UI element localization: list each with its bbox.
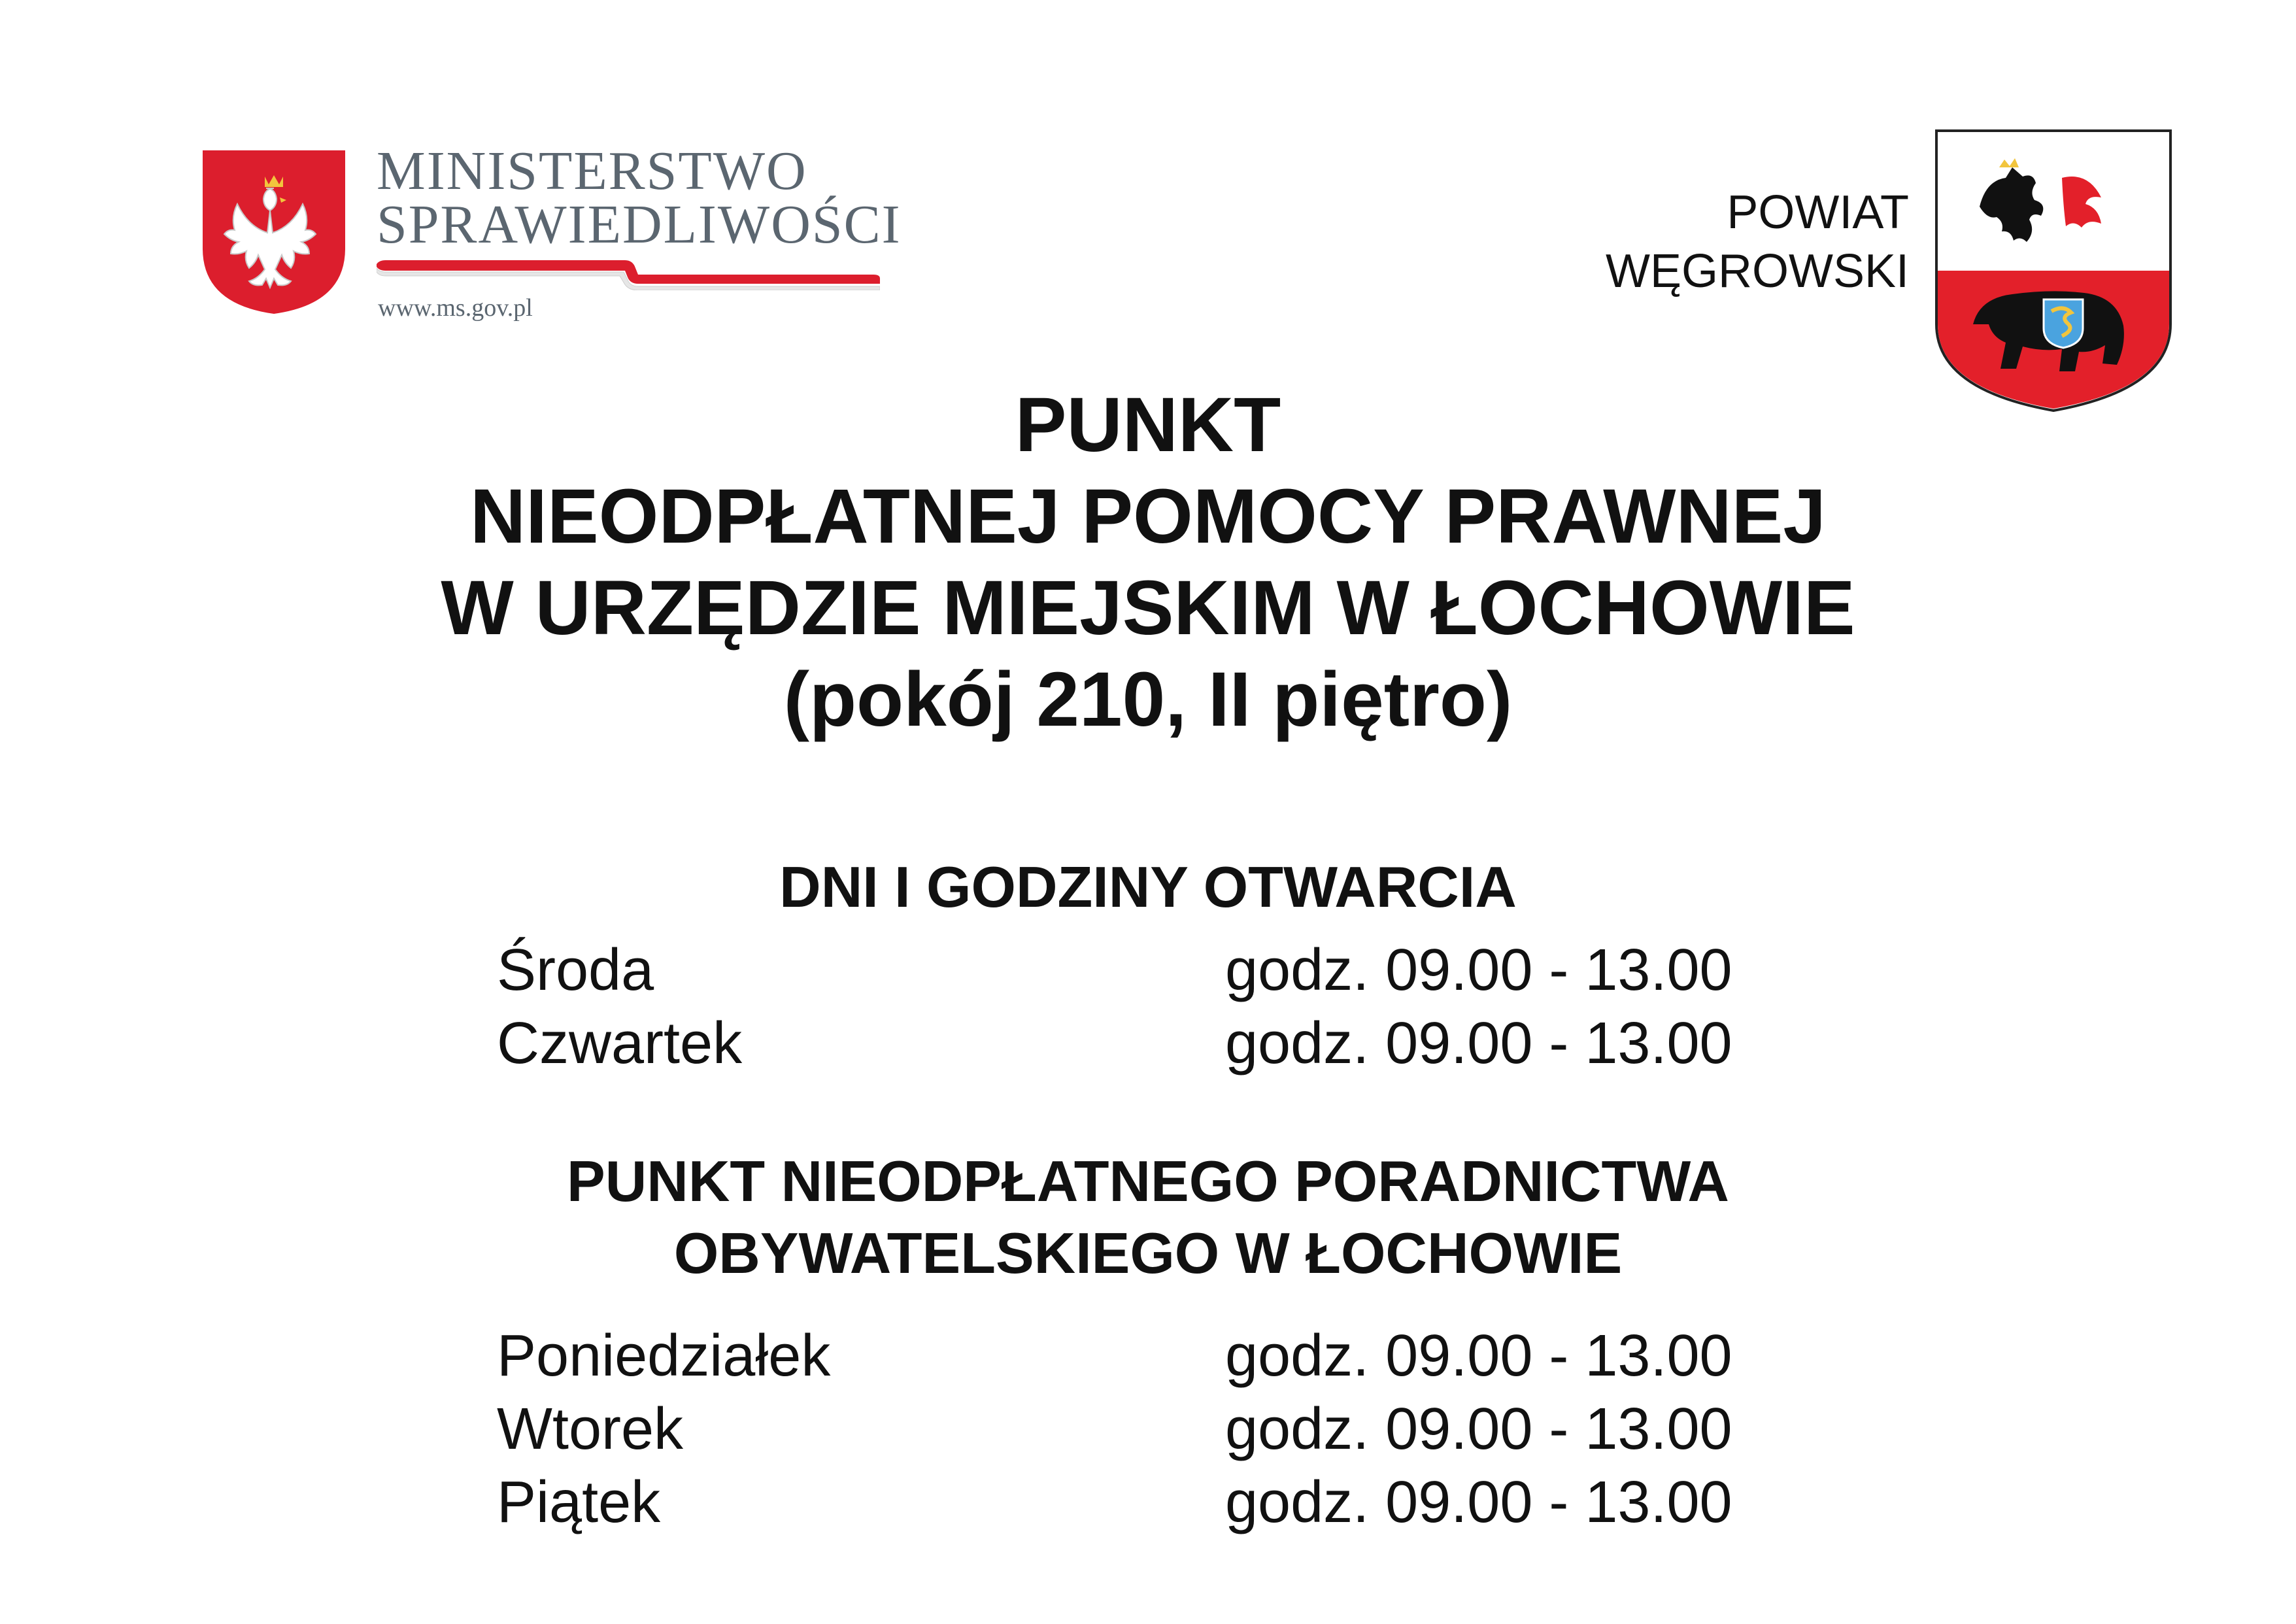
hours-schedule (497, 934, 1804, 1080)
title-line2: NIEODPŁATNEJ POMOCY PRAWNEJ (469, 473, 1827, 560)
schedule-row (497, 1007, 1804, 1080)
schedule-time: godz. 09.00 - 13.00 (1225, 1323, 1732, 1389)
page-title (0, 379, 2296, 745)
obywatelskie-section-title (0, 1145, 2296, 1289)
ministry-ribbon-icon (377, 260, 880, 290)
title-line3: W URZĘDZIE MIEJSKIM W ŁOCHOWIE (441, 565, 1855, 651)
obywatelskie-title-line2: OBYWATELSKIEGO W ŁOCHOWIE (673, 1221, 1623, 1285)
hours-section-title: DNI I GODZINY OTWARCIA (779, 854, 1517, 919)
ministry-name-line1: MINISTERSTWO (377, 141, 807, 201)
title-line1: PUNKT (1015, 382, 1281, 468)
schedule-day: Poniedziałek (497, 1323, 831, 1389)
title-line4: (pokój 210, II piętro) (783, 656, 1513, 743)
schedule-day: Czwartek (497, 1011, 743, 1076)
schedule-day: Piątek (497, 1470, 661, 1535)
schedule-day: Wtorek (497, 1396, 684, 1462)
schedule-day: Środa (497, 938, 654, 1003)
powiat-name (1606, 183, 1909, 301)
schedule-time: godz. 09.00 - 13.00 (1225, 938, 1732, 1003)
schedule-row (497, 1393, 1804, 1466)
ministry-name-line2: SPRAWIEDLIWOŚCI (377, 194, 902, 255)
obywatelskie-schedule (497, 1319, 1804, 1539)
schedule-time: godz. 09.00 - 13.00 (1225, 1396, 1732, 1462)
schedule-row (497, 1319, 1804, 1393)
white-eagle-emblem-icon (203, 150, 345, 314)
ministry-url: www.ms.gov.pl (378, 294, 533, 322)
schedule-time: godz. 09.00 - 13.00 (1225, 1470, 1732, 1535)
obywatelskie-title-line1: PUNKT NIEODPŁATNEGO PORADNICTWA (567, 1149, 1729, 1213)
schedule-row (497, 1466, 1804, 1539)
powiat-line2: WĘGROWSKI (1606, 245, 1909, 297)
powiat-crest-icon (1934, 128, 2173, 413)
schedule-time: godz. 09.00 - 13.00 (1225, 1011, 1732, 1076)
powiat-line1: POWIAT (1727, 186, 1909, 239)
schedule-row (497, 934, 1804, 1007)
